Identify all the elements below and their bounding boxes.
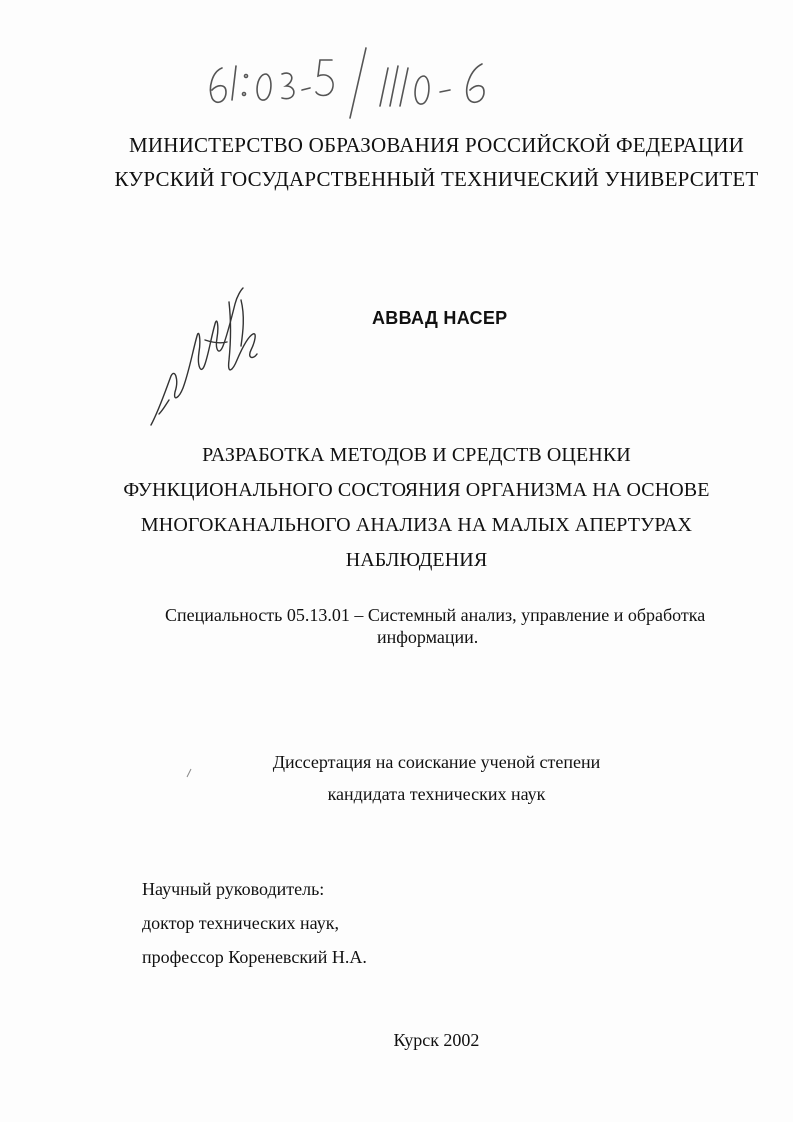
author-name: АВВАД НАСЕР <box>372 308 508 328</box>
city-year: Курск 2002 <box>393 1030 480 1050</box>
title-line: НАБЛЮДЕНИЯ <box>345 549 488 571</box>
dissertation-title <box>20 438 793 578</box>
ministry-name: МИНИСТЕРСТВО ОБРАЗОВАНИЯ РОССИЙСКОЙ ФЕДЕРАЦИИ <box>128 133 744 157</box>
supervisor-degree: доктор технических наук, <box>142 913 339 933</box>
supervisor-heading: Научный руководитель: <box>142 879 325 899</box>
title-line: ФУНКЦИОНАЛЬНОГО СОСТОЯНИЯ ОРГАНИЗМА НА ОСНОВЕ <box>123 479 710 501</box>
degree-line: Диссертация на соискание ученой степени <box>272 752 601 772</box>
title-line: РАЗРАБОТКА МЕТОДОВ И СРЕДСТВ ОЦЕНКИ <box>202 444 631 466</box>
institution-header <box>40 128 793 196</box>
speciality-line: Специальность 05.13.01 – Системный анализ, управление и обработка <box>165 605 706 625</box>
degree-line: кандидата технических наук <box>327 784 546 804</box>
degree-statement <box>40 746 793 810</box>
author-signature <box>145 280 275 430</box>
title-line: МНОГОКАНАЛЬНОГО АНАЛИЗА НА МАЛЫХ АПЕРТУРАХ <box>140 514 693 536</box>
handwritten-archive-code <box>200 40 500 120</box>
speciality-block <box>165 604 745 648</box>
university-name: КУРСКИЙ ГОСУДАРСТВЕННЫЙ ТЕХНИЧЕСКИЙ УНИВЕРСИТЕТ <box>114 167 759 191</box>
speciality-line: информации. <box>377 627 479 647</box>
supervisor-block <box>142 872 367 974</box>
supervisor-name: профессор Кореневский Н.А. <box>142 947 367 967</box>
